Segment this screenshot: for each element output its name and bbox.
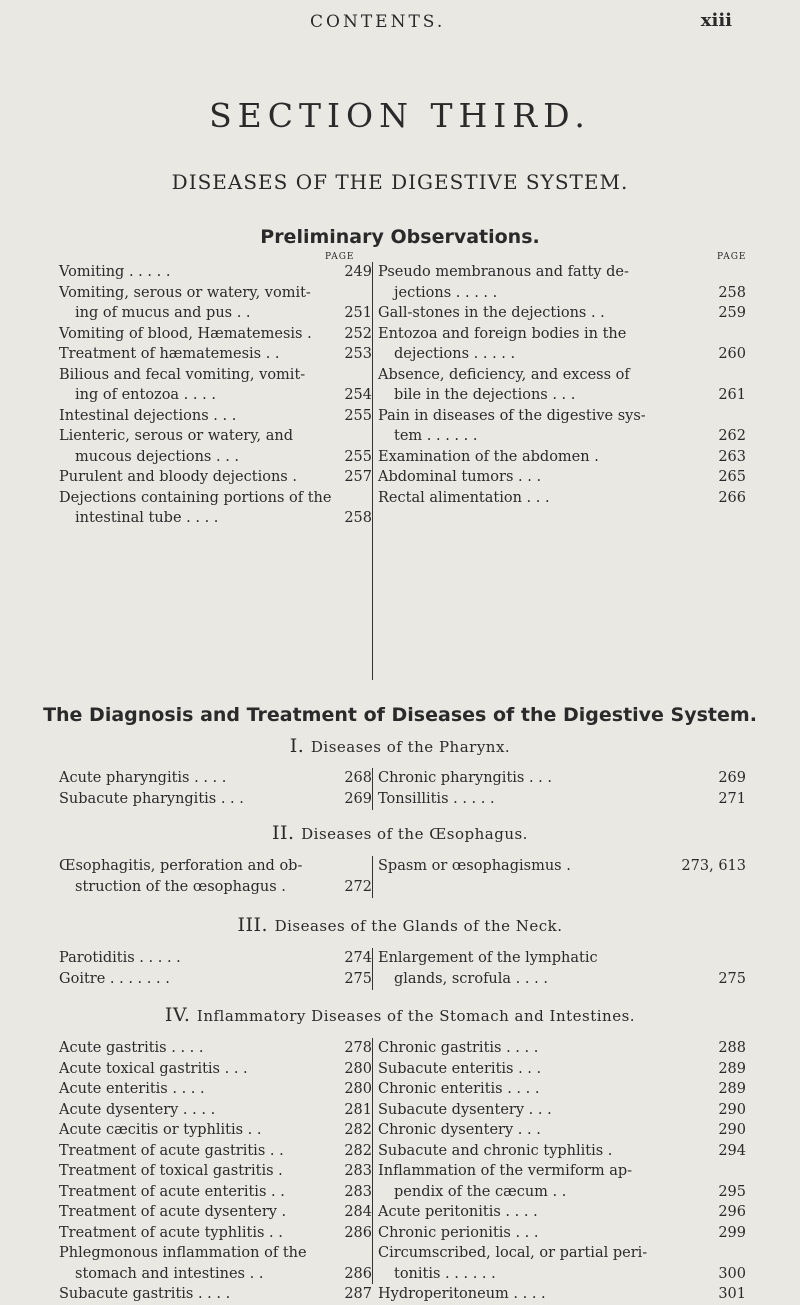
page-label-right: PAGE: [717, 252, 747, 262]
toc-entry-title: Parotiditis . . . . .: [59, 950, 181, 966]
toc-entry: [378, 324, 746, 365]
toc-entry-title: Tonsillitis . . . . .: [378, 790, 495, 807]
page-label-left: PAGE: [325, 252, 355, 262]
toc-entry: [378, 365, 746, 406]
toc-entry-page: 287: [344, 1286, 372, 1302]
toc-entry-title: Vomiting of blood, Hæmatemesis .: [59, 325, 312, 342]
toc-entry-title: Treatment of acute enteritis . .: [59, 1183, 285, 1200]
toc-entry: [59, 1100, 372, 1121]
toc-entry-title: Dejections containing portions of the: [59, 489, 332, 506]
toc-entry: [378, 467, 746, 488]
toc-entry-title: Intestinal dejections . . .: [59, 407, 237, 424]
toc-entry: [378, 1141, 746, 1162]
toc-entry-page: 274: [344, 950, 372, 966]
page-number: xiii: [700, 10, 732, 31]
toc-entry-page: 301: [718, 1286, 746, 1302]
toc-entry: [378, 1059, 746, 1080]
toc-entry-title: Œsophagitis, perforation and ob-: [59, 858, 303, 874]
toc-entry-title: bile in the dejections . . .: [394, 387, 576, 403]
toc-entry: [59, 1223, 372, 1244]
toc-entry-title: Subacute pharyngitis . . .: [59, 790, 244, 807]
toc-entry: [59, 1202, 372, 1223]
toc-entry-title: Acute dysentery . . . .: [59, 1101, 216, 1118]
toc-entry-title: Phlegmonous inflammation of the: [59, 1245, 307, 1261]
toc-entry-title: jections . . . . .: [394, 284, 498, 301]
toc-entry: [59, 488, 372, 529]
division-name: Diseases of the Pharynx.: [310, 738, 511, 756]
toc-entry-page: 266: [718, 489, 746, 506]
division-name: Diseases of the Œsophagus.: [301, 825, 528, 843]
toc-entry-title: pendix of the cæcum . .: [394, 1183, 567, 1200]
toc-entry-page: 286: [344, 1265, 372, 1282]
toc-entry: [59, 1161, 372, 1182]
toc-entry-title: Subacute enteritis . . .: [378, 1060, 542, 1077]
section-title: SECTION THIRD.: [209, 96, 591, 135]
toc-entry: [59, 969, 372, 990]
division-name: Inflammatory Diseases of the Stomach and Intestines.: [196, 1007, 636, 1025]
toc-entry: [59, 1141, 372, 1162]
div2-right-column: [372, 856, 746, 898]
toc-entry-title: Pseudo membranous and fatty de-: [378, 264, 629, 280]
toc-entry-title: ing of entozoa . . . .: [75, 387, 216, 403]
toc-entry-page: 275: [718, 970, 746, 987]
toc-entry-title: Gall-stones in the dejections . .: [378, 305, 605, 321]
toc-entry: [59, 467, 372, 488]
toc-entry-page: 261: [718, 387, 746, 403]
toc-entry-page: 284: [344, 1204, 372, 1220]
toc-entry-page: 268: [344, 770, 372, 786]
toc-entry: [59, 426, 372, 467]
toc-entry-title: stomach and intestines . .: [75, 1265, 264, 1282]
toc-entry-page: 278: [344, 1040, 372, 1056]
toc-entry-title: Subacute gastritis . . . .: [59, 1286, 231, 1302]
toc-entry-page: 260: [718, 346, 746, 362]
preliminary-heading: Preliminary Observations.: [260, 226, 540, 248]
toc-entry-page: 286: [344, 1224, 372, 1241]
toc-entry-title: Chronic gastritis . . . .: [378, 1040, 539, 1056]
toc-entry: [378, 406, 746, 447]
toc-entry-title: Lienteric, serous or watery, and: [59, 428, 293, 444]
toc-entry-title: Circumscribed, local, or partial peri-: [378, 1245, 648, 1261]
toc-entry-title: Acute cæcitis or typhlitis . .: [59, 1122, 262, 1138]
toc-entry-title: dejections . . . . .: [394, 346, 516, 362]
toc-entry-title: Vomiting . . . . .: [59, 264, 171, 280]
toc-entry-title: Chronic perionitis . . .: [378, 1224, 539, 1241]
toc-entry-page: 259: [718, 305, 746, 321]
toc-entry-page: 289: [718, 1060, 746, 1077]
div3-left-column: [59, 948, 372, 989]
toc-entry-title: Chronic enteritis . . . .: [378, 1081, 540, 1097]
toc-entry: [59, 344, 372, 365]
division-title-2: [0, 822, 800, 844]
toc-entry: [378, 303, 746, 324]
toc-entry-page: 255: [344, 407, 372, 424]
toc-entry: [378, 1120, 746, 1141]
toc-entry: [378, 262, 746, 303]
toc-entry-title: Purulent and bloody dejections .: [59, 469, 297, 485]
div1-right-column: [372, 768, 746, 810]
toc-entry-page: 288: [718, 1040, 746, 1056]
toc-entry: [59, 365, 372, 406]
toc-entry-page: 289: [718, 1081, 746, 1097]
toc-entry-title: Subacute dysentery . . .: [378, 1101, 552, 1118]
toc-entry-title: Rectal alimentation . . .: [378, 489, 550, 506]
toc-entry-title: Vomiting, serous or watery, vomit-: [59, 284, 311, 301]
toc-entry-page: 275: [344, 970, 372, 987]
toc-entry: [59, 1038, 372, 1059]
toc-entry-title: Examination of the abdomen .: [378, 448, 599, 465]
toc-entry: [59, 1079, 372, 1100]
division-title-3: [0, 914, 800, 936]
toc-entry-page: 258: [718, 284, 746, 301]
toc-entry-title: Treatment of toxical gastritis .: [59, 1163, 283, 1179]
toc-entry-title: mucous dejections . . .: [75, 448, 240, 465]
toc-entry: [59, 856, 372, 897]
toc-entry-title: Subacute and chronic typhlitis .: [378, 1142, 613, 1159]
toc-entry-page: 251: [344, 305, 372, 321]
toc-entry: [378, 1079, 746, 1100]
toc-entry: [378, 856, 746, 877]
toc-entry: [378, 488, 746, 509]
toc-entry-page: 255: [344, 448, 372, 465]
toc-entry-page: 282: [344, 1122, 372, 1138]
toc-entry-page: 290: [718, 1101, 746, 1118]
toc-entry-title: Treatment of acute dysentery .: [59, 1204, 287, 1220]
toc-entry-title: glands, scrofula . . . .: [394, 970, 548, 987]
toc-entry-title: Acute gastritis . . . .: [59, 1040, 204, 1056]
toc-entry-page: 272: [344, 878, 372, 895]
preliminary-left-column: [59, 262, 372, 529]
toc-entry-page: 262: [718, 428, 746, 444]
toc-entry: [378, 1161, 746, 1202]
toc-entry: [378, 447, 746, 468]
toc-entry-title: Chronic pharyngitis . . .: [378, 770, 553, 786]
toc-entry: [59, 768, 372, 789]
toc-entry: [59, 1120, 372, 1141]
toc-entry: [378, 1100, 746, 1121]
toc-entry-page: 283: [344, 1183, 372, 1200]
toc-entry-page: 249: [344, 264, 372, 280]
div3-right-column: [372, 948, 746, 990]
toc-entry-page: 281: [344, 1101, 372, 1118]
toc-entry-title: Inflammation of the vermiform ap-: [378, 1163, 633, 1179]
division-name: Diseases of the Glands of the Neck.: [274, 917, 563, 935]
toc-entry: [378, 948, 746, 989]
toc-entry-page: 295: [718, 1183, 746, 1200]
div1-left-column: [59, 768, 372, 809]
toc-entry-page: 294: [718, 1142, 746, 1159]
toc-entry-title: Acute toxical gastritis . . .: [59, 1060, 248, 1077]
toc-entry-page: 290: [718, 1122, 746, 1138]
toc-entry-title: Pain in diseases of the digestive sys-: [378, 407, 646, 424]
toc-entry-page: 254: [344, 387, 372, 403]
division-numeral: IV.: [164, 1004, 191, 1026]
toc-entry-title: tem . . . . . .: [394, 428, 478, 444]
division-title-4: [0, 1004, 800, 1026]
div4-right-column: [372, 1038, 746, 1302]
toc-entry: [378, 1223, 746, 1244]
toc-entry-title: struction of the œsophagus .: [75, 878, 286, 895]
toc-entry: [59, 324, 372, 345]
toc-entry-page: 280: [344, 1060, 372, 1077]
toc-entry-title: Goitre . . . . . . .: [59, 970, 170, 987]
toc-entry-title: Treatment of acute gastritis . .: [59, 1142, 284, 1159]
toc-entry-title: Absence, deficiency, and excess of: [378, 366, 630, 383]
toc-entry-page: 296: [718, 1204, 746, 1220]
toc-entry-page: 269: [344, 790, 372, 807]
toc-entry: [59, 406, 372, 427]
toc-entry: [378, 1038, 746, 1059]
toc-entry-title: Treatment of hæmatemesis . .: [59, 346, 280, 362]
toc-entry-page: 283: [344, 1163, 372, 1179]
toc-entry: [378, 768, 746, 789]
toc-entry-page: 263: [718, 448, 746, 465]
toc-entry-page: 273, 613: [681, 858, 746, 874]
toc-entry-page: 300: [718, 1265, 746, 1282]
toc-entry-title: Bilious and fecal vomiting, vomit-: [59, 366, 306, 383]
toc-entry: [59, 1243, 372, 1284]
division-numeral: II.: [272, 822, 295, 844]
toc-entry: [59, 1284, 372, 1305]
toc-entry: [59, 283, 372, 324]
diagnosis-heading: The Diagnosis and Treatment of Diseases of the Digestive System.: [43, 704, 757, 726]
toc-entry-title: Chronic dysentery . . .: [378, 1122, 541, 1138]
division-numeral: I.: [289, 735, 305, 757]
toc-entry: [378, 1202, 746, 1223]
running-head: [0, 10, 800, 40]
div4-left-column: [59, 1038, 372, 1305]
toc-entry-title: Acute pharyngitis . . . .: [59, 770, 227, 786]
toc-entry-page: 280: [344, 1081, 372, 1097]
toc-entry-title: tonitis . . . . . .: [394, 1265, 496, 1282]
toc-entry-page: 299: [718, 1224, 746, 1241]
toc-entry-title: Hydroperitoneum . . . .: [378, 1286, 546, 1302]
toc-entry-page: 269: [718, 770, 746, 786]
toc-entry-title: Spasm or œsophagismus .: [378, 858, 571, 874]
part-title: DISEASES OF THE DIGESTIVE SYSTEM.: [171, 170, 629, 194]
toc-entry-title: Acute peritonitis . . . .: [378, 1204, 538, 1220]
division-title-1: [0, 735, 800, 757]
toc-entry: [59, 789, 372, 810]
toc-entry-page: 253: [344, 346, 372, 362]
toc-entry: [59, 262, 372, 283]
preliminary-right-column: [372, 262, 746, 680]
toc-entry: [59, 1182, 372, 1203]
toc-entry-title: Treatment of acute typhlitis . .: [59, 1224, 283, 1241]
toc-entry: [378, 1243, 746, 1284]
toc-entry-page: 271: [718, 790, 746, 807]
toc-entry-title: Acute enteritis . . . .: [59, 1081, 205, 1097]
toc-entry-title: ing of mucus and pus . .: [75, 305, 251, 321]
toc-entry-page: 265: [718, 469, 746, 485]
toc-entry-page: 257: [344, 469, 372, 485]
toc-entry-title: intestinal tube . . . .: [75, 510, 219, 526]
div2-left-column: [59, 856, 372, 897]
toc-entry-title: Abdominal tumors . . .: [378, 469, 542, 485]
running-title: CONTENTS.: [310, 12, 446, 32]
toc-entry-page: 252: [344, 325, 372, 342]
toc-entry: [59, 1059, 372, 1080]
toc-entry-page: 282: [344, 1142, 372, 1159]
toc-entry: [59, 948, 372, 969]
toc-entry-title: Enlargement of the lymphatic: [378, 950, 598, 966]
toc-entry-page: 258: [344, 510, 372, 526]
toc-entry-title: Entozoa and foreign bodies in the: [378, 325, 627, 342]
toc-entry: [378, 1284, 746, 1305]
division-numeral: III.: [237, 914, 269, 936]
toc-entry: [378, 789, 746, 810]
